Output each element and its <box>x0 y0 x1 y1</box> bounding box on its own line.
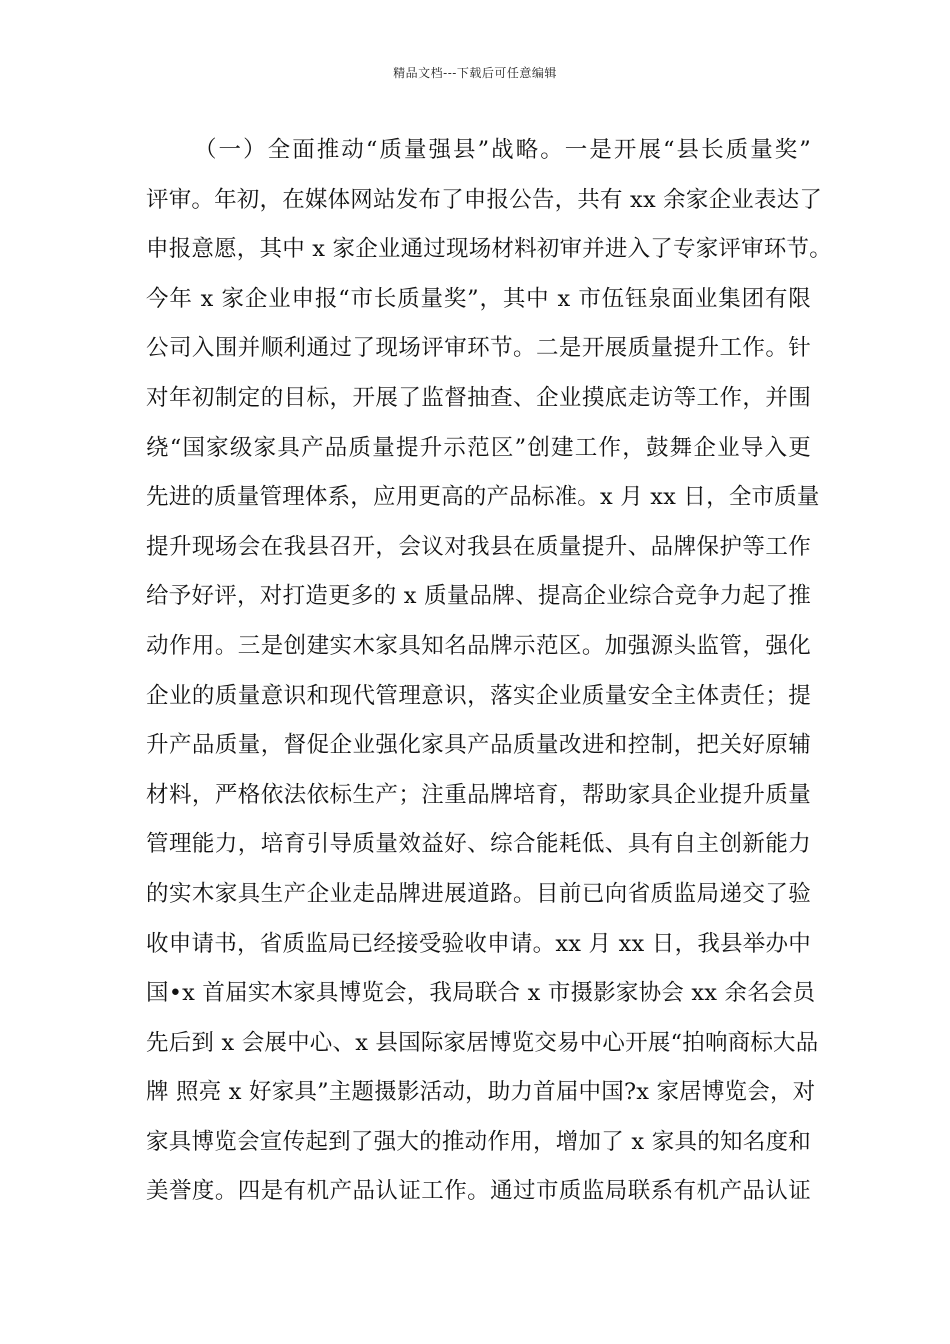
text-line: 动作用。三是创建实木家具知名品牌示范区。加强源头监管，强化 <box>146 632 811 659</box>
text-line: 今年 x 家企业申报“市长质量奖”，其中 x 市伍钰泉面业集团有限 <box>146 285 811 312</box>
text-line: 企业的质量意识和现代管理意识，落实企业质量安全主体责任；提 <box>146 682 811 709</box>
text-line: 评审。年初，在媒体网站发布了申报公告，共有 xx 余家企业表达了 <box>146 186 823 213</box>
text-line: 国•x 首届实木家具博览会，我局联合 x 市摄影家协会 xx 余名会员 <box>146 980 816 1007</box>
text-line: 公司入围并顺利通过了现场评审环节。二是开展质量提升工作。针 <box>146 335 811 362</box>
text-line: 收申请书，省质监局已经接受验收申请。xx 月 xx 日，我县举办中 <box>146 930 811 957</box>
page-header: 精品文档---下载后可任意编辑 <box>393 66 557 80</box>
text-line: 先进的质量管理体系，应用更高的产品标准。x 月 xx 日，全市质量 <box>146 484 820 511</box>
text-line: 材料，严格依法依标生产；注重品牌培育，帮助家具企业提升质量 <box>146 781 811 808</box>
text-line: 提升现场会在我县召开，会议对我县在质量提升、品牌保护等工作 <box>146 533 811 560</box>
text-line: 美誉度。四是有机产品认证工作。通过市质监局联系有机产品认证 <box>146 1178 811 1205</box>
text-line: 牌 照亮 x 好家具”主题摄影活动，助力首届中国?x 家居博览会，对 <box>146 1079 816 1106</box>
text-line: 的实木家具生产企业走品牌进展道路。目前已向省质监局递交了验 <box>146 880 811 907</box>
text-line: 升产品质量，督促企业强化家具产品质量改进和控制，把关好原辅 <box>146 732 811 759</box>
text-line: 给予好评，对打造更多的 x 质量品牌、提高企业综合竞争力起了推 <box>146 583 811 610</box>
text-line: 家具博览会宣传起到了强大的推动作用，增加了 x 家具的知名度和 <box>146 1128 811 1155</box>
text-line: 绕“国家级家具产品质量提升示范区”创建工作，鼓舞企业导入更 <box>146 434 811 461</box>
text-line: （一）全面推动“质量强县”战略。一是开展“县长质量奖” <box>194 137 811 163</box>
text-line: 对年初制定的目标，开展了监督抽查、企业摸底走访等工作，并围 <box>146 384 811 411</box>
body-paragraph <box>146 130 832 1221</box>
text-line: 先后到 x 会展中心、x 县国际家居博览交易中心开展“拍响商标大品 <box>146 1029 819 1056</box>
text-line: 申报意愿，其中 x 家企业通过现场材料初审并进入了专家评审环节。 <box>146 236 832 263</box>
text-line: 管理能力，培育引导质量效益好、综合能耗低、具有自主创新能力 <box>146 831 811 858</box>
